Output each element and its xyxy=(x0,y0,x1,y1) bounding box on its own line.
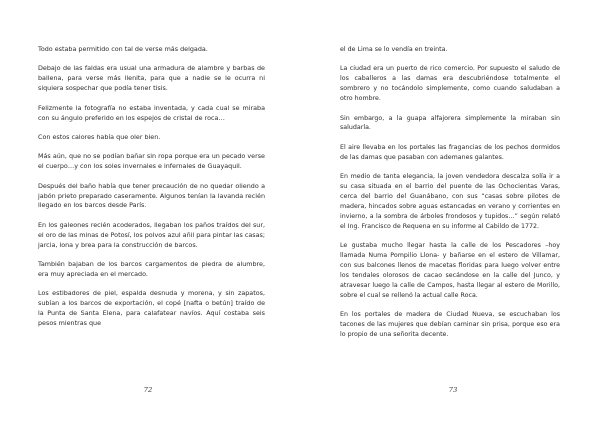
paragraph: Los estibadores de piel, espalda desnuda y morena, y sin zapatos, subían a los barcos de exportación, el copé [nafta o betún] traído de la Punta de Santa Elena, para calafatear navíos. Aquí costaba seis pesos mientras que xyxy=(38,289,265,328)
paragraph: El aire llevaba en los portales las fragancias de los pechos dormidos de las damas que pasaban con ademanes galantes. xyxy=(340,143,560,161)
paragraph: En los portales de madera de Ciudad Nueva, se escuchaban los tacones de las mujeres que debían caminar sin prisa, porque eso era lo propio de una señorita decente. xyxy=(340,311,560,338)
paragraph: Todo estaba permitido con tal de verse más delgada. xyxy=(38,45,208,53)
paragraph: Con estos calores había que oler bien. xyxy=(38,132,161,141)
right-page xyxy=(300,0,600,425)
paragraph: La ciudad era un puerto de rico comercio. Por supuesto el saludo de los caballeros a las damas era descubriéndose totalmente el sombrero y no tocándolo simplemente, como cuando saludaban a otro hombre. xyxy=(340,65,560,103)
paragraph: Le gustaba mucho llegar hasta la calle de los Pescadores –hoy llamada Numa Pompilio Llona- y bañarse en el estero de Villamar, con sus balcones llenos de macetas floridas para luego volver entre los tendales olorosos de cacao secándose en la calle del Junco, y atravesar luego la calle de Campos, hasta llegar al estero de Morillo, sobre el cual se rellenó la actual calle Roca. xyxy=(340,242,560,299)
paragraph: Debajo de las faldas era usual una armadura de alambre y barbas de ballena, para verse más llenita, para que a nadie se le ocurra ni siquiera sospechar que podía tener tisis. xyxy=(38,64,265,93)
paragraph: En los galeones recién acoderados, llegaban los paños traídos del sur, el oro de las minas de Potosí, los polvos azul añil para pintar las casas; jarcia, lona y brea para la construcción de barcos. xyxy=(38,220,265,249)
left-page-text xyxy=(38,45,265,339)
right-page-text xyxy=(340,45,560,349)
paragraph: Después del baño había que tener precaución de no quedar oliendo a jabón prieto preparado caseramente. Algunos tenían la lavanda recién llegado en los barcos desde París. xyxy=(38,181,265,210)
paragraph: También bajaban de los barcos cargamentos de piedra de alumbre, era muy apreciada en el mercado. xyxy=(38,260,265,278)
paragraph: el de Lima se lo vendía en treinta. xyxy=(340,46,448,53)
paragraph: En medio de tanta elegancia, la joven vendedora descalza solía ir a su casa situada en el barrio del puente de las Ochocientas Varas, cerca del barrio del Guanábano, con sus “casas sobre pilotes de madera, hincados sobre aguas estancadas en verano y corrientes en invierno, a la sombra de árboles frondosos y tupidos…” según relató el Ing. Francisco de Requena en su informe al Cabildo de 1772. xyxy=(340,173,560,230)
page-number: 72 xyxy=(143,386,153,394)
paragraph: Más aún, que no se podían bañar sin ropa porque era un pecado verse el cuerpo…y con los soles invernales e infernales de Guayaquil. xyxy=(38,152,265,171)
page-number: 73 xyxy=(448,386,458,394)
paragraph: Sin embargo, a la guapa alfajorera simplemente la miraban sin saludarla. xyxy=(340,114,560,132)
paragraph: Felizmente la fotografía no estaba inventada, y cada cual se miraba con su ángulo preferido en los espejos de cristal de roca… xyxy=(38,103,265,122)
